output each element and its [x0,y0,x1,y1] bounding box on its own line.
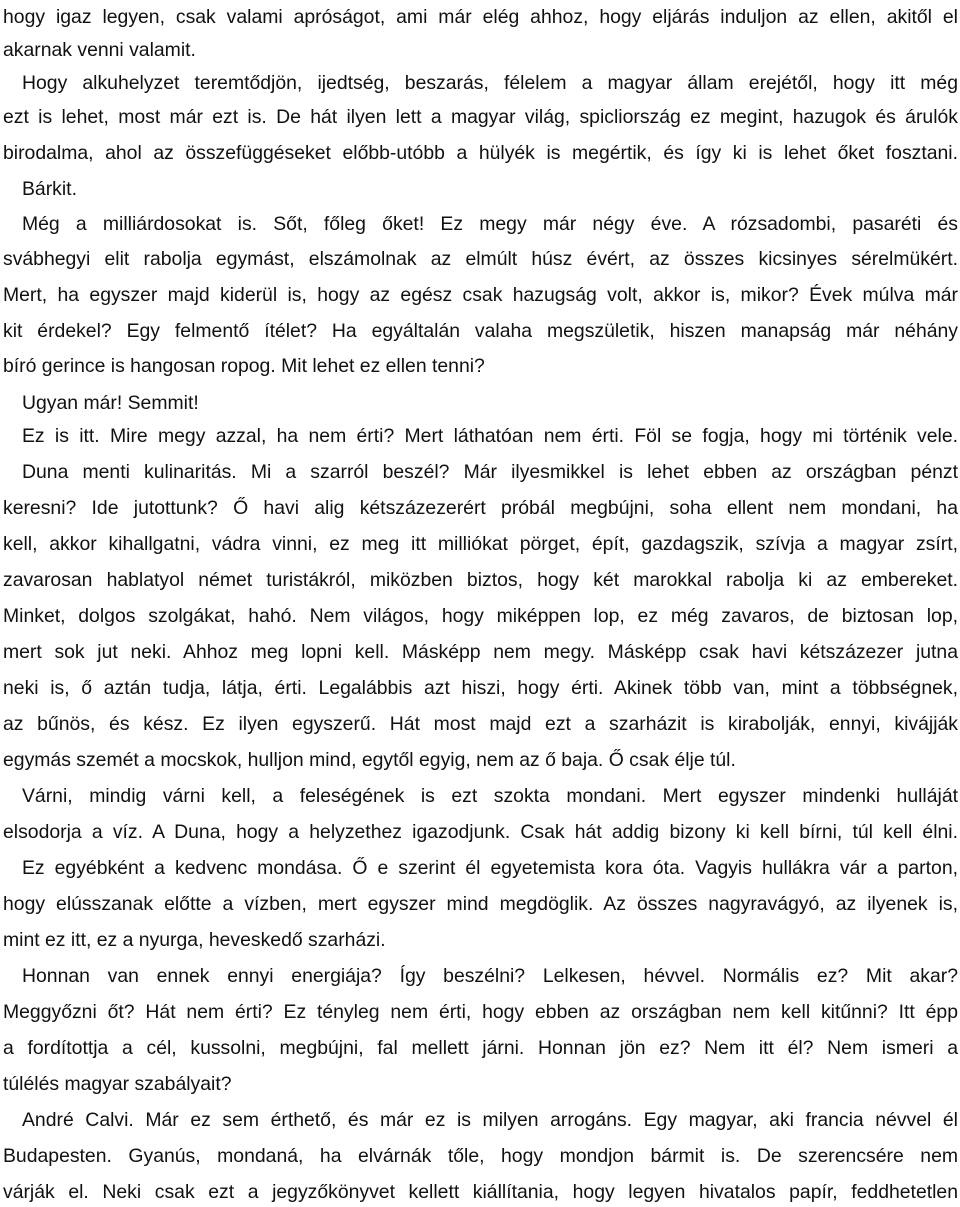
text-line: Bárkit. [22,178,77,200]
text-line: túlélés magyar szabályait? [3,1073,232,1095]
text-line: a fordítottja a cél, kussolni, megbújni, fal mellett járni. Honnan jön ez? Nem itt él? Nem ismeri a [3,1037,958,1059]
text-line: várják el. Neki csak ezt a jegyzőkönyvet kellett kiállítania, hogy legyen hivatalos papír, feddhetetlen [3,1181,958,1203]
text-line: akarnak venni valamit. [3,39,196,61]
text-line: Budapesten. Gyanús, mondaná, ha elvárnák tőle, hogy mondjon bármit is. De szerencsére nem [3,1145,958,1167]
text-line: neki is, ő aztán tudja, látja, érti. Legalábbis azt hiszi, hogy érti. Akinek több van, mint a többségnek, [3,677,958,699]
text-line: Honnan van ennek ennyi energiája? Így beszélni? Lelkesen, hévvel. Normális ez? Mit akar? [22,965,958,987]
text-line: mint ez itt, ez a nyurga, heveskedő szarházi. [3,929,386,951]
text-line: Ez egyébként a kedvenc mondása. Ő e szerint él egyetemista kora óta. Vagyis hullákra vár a parton, [22,857,958,879]
text-line: kell, akkor kihallgatni, vádra vinni, ez meg itt milliókat pörget, épít, gazdagszik, szívja a magyar zsírt, [3,533,958,555]
text-line: Mert, ha egyszer majd kiderül is, hogy az egész csak hazugság volt, akkor is, mikor? Évek múlva már [3,284,958,306]
text-line: bíró gerince is hangosan ropog. Mit lehet ez ellen tenni? [3,355,485,377]
text-line: Hogy alkuhelyzet teremtődjön, ijedtség, beszarás, félelem a magyar állam erejétől, hogy itt még [22,72,958,94]
text-line: Meggyőzni őt? Hát nem érti? Ez tényleg nem érti, hogy ebben az országban nem kell kitűnni? Itt épp [3,1001,958,1023]
text-line: birodalma, ahol az összefüggéseket előbb-utóbb a hülyék is megértik, és így ki is lehet őket fosztani. [3,142,958,164]
text-line: Várni, mindig várni kell, a feleségének is ezt szokta mondani. Mert egyszer mindenki hulláját [22,785,958,807]
text-line: Ez is itt. Mire megy azzal, ha nem érti? Mert láthatóan nem érti. Föl se fogja, hogy mi történik vele. [22,425,958,447]
text-line: Minket, dolgos szolgákat, hahó. Nem világos, hogy miképpen lop, ez még zavaros, de biztosan lop, [3,605,958,627]
text-line: André Calvi. Már ez sem érthető, és már ez is milyen arrogáns. Egy magyar, aki francia névvel él [22,1109,958,1131]
text-line: mert sok jut neki. Ahhoz meg lopni kell. Másképp nem megy. Másképp csak havi kétszázezer jutna [3,641,958,663]
text-line: Még a milliárdosokat is. Sőt, főleg őket! Ez megy már négy éve. A rózsadombi, pasaréti és [22,213,958,235]
text-line: Duna menti kulinaritás. Mi a szarról beszél? Már ilyesmikkel is lehet ebben az országban pénzt [22,461,958,483]
text-line: egymás szemét a mocskok, hulljon mind, egytől egyig, nem az ő baja. Ő csak élje túl. [3,749,736,771]
text-line: keresni? Ide jutottunk? Ő havi alig kétszázezerért próbál megbújni, soha ellent nem mondani, ha [3,497,958,519]
text-line: ezt is lehet, most már ezt is. De hát ilyen lett a magyar világ, spicliország ez megint, hazugok és árulók [3,106,958,128]
text-line: elsodorja a víz. A Duna, hogy a helyzethez igazodjunk. Csak hát addig bizony ki kell bírni, túl kell élni. [3,821,958,843]
text-line: hogy igaz legyen, csak valami apróságot, ami már elég ahhoz, hogy eljárás induljon az ellen, akitől el [3,6,958,28]
text-line: kit érdekel? Egy felmentő ítélet? Ha egyáltalán valaha megszületik, hiszen manapság már néhány [3,320,958,342]
text-line: zavarosan hablatyol német turistákról, miközben biztos, hogy két marokkal rabolja ki az embereket. [3,569,958,591]
text-line: hogy elússzanak előtte a vízben, mert egyszer mind megdöglik. Az összes nagyravágyó, az ilyenek is, [3,893,958,915]
text-line: svábhegyi elit rabolja egymást, elszámolnak az elmúlt húsz évért, az összes kicsinyes sérelmükért. [3,248,958,270]
text-line: az bűnös, és kész. Ez ilyen egyszerű. Hát most majd ezt a szarházit is kirabolják, ennyi, kivájják [3,713,958,735]
text-line: Ugyan már! Semmit! [22,392,199,414]
